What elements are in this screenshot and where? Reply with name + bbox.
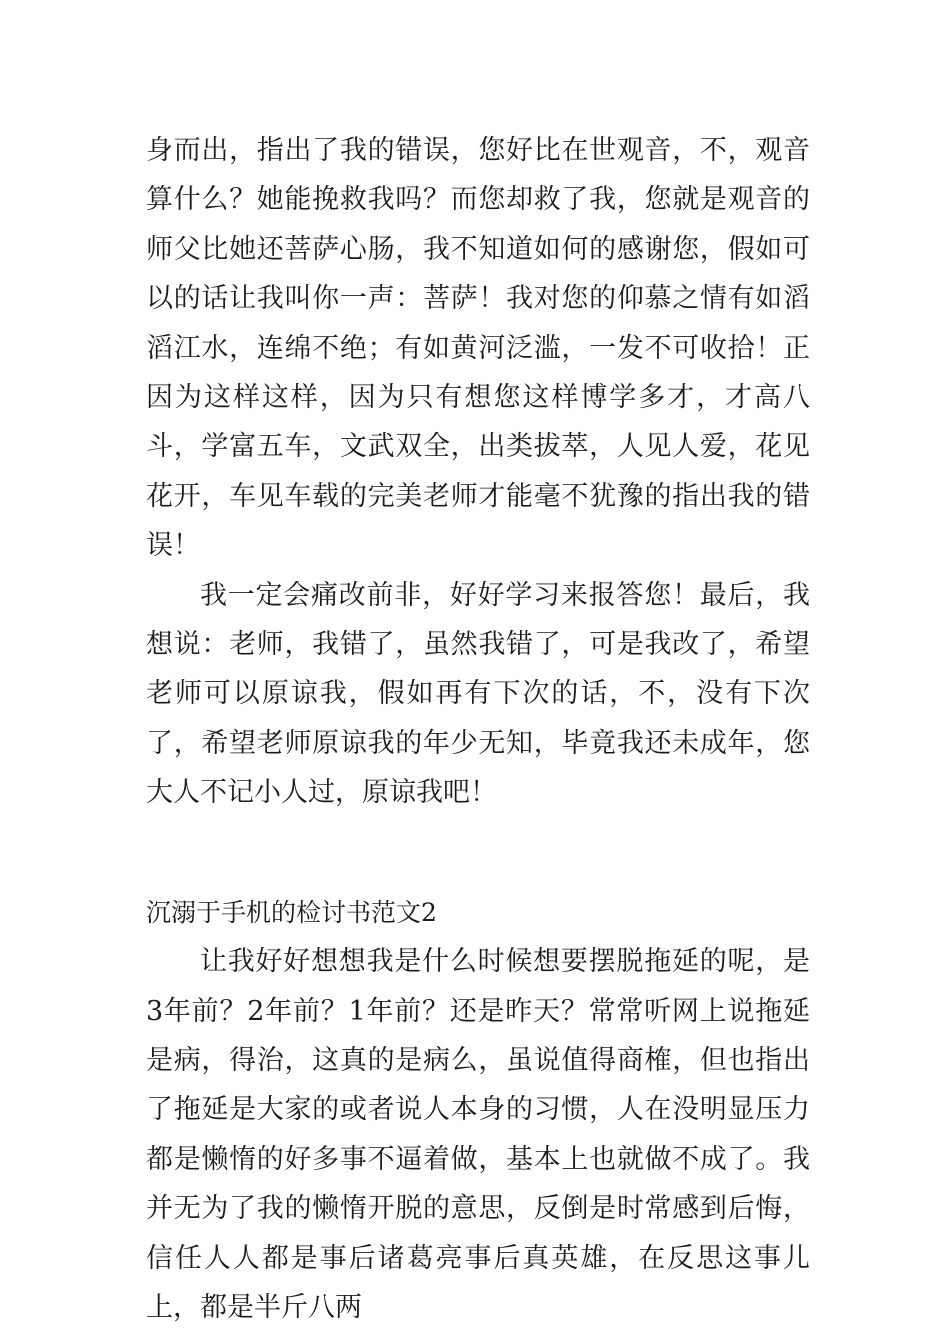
document-body (146, 126, 810, 1332)
paragraph-procrastination: 让我好好想想我是什么时候想要摆脱拖延的呢，是3年前？2年前？1年前？还是昨天？常常听网上说拖延是病，得治，这真的是病么，虽说值得商榷，但也指出了拖延是大家的或者说人本身的习惯，人在没明显压力都是懒惰的好多事不逼着做，基本上也就做不成了。我并无为了我的懒惰开脱的意思，反倒是时常感到后悔，信任人人都是事后诸葛亮事后真英雄，在反思这事儿上，都是半斤八两 (146, 946, 810, 1323)
paragraph-continuation: 身而出，指出了我的错误，您好比在世观音，不，观音算什么？她能挽救我吗？而您却救了我，您就是观音的师父比她还菩萨心肠，我不知道如何的感谢您，假如可以的话让我叫你一声：菩萨！我对您的仰慕之情有如滔滔江水，连绵不绝；有如黄河泛滥，一发不可收拾！正因为这样这样，因为只有想您这样博学多才，才高八斗，学富五车，文武双全，出类拔萃，人见人爱，花见花开，车见车载的完美老师才能毫不犹豫的指出我的错误！ (146, 135, 810, 562)
paragraph-apology: 我一定会痛改前非，好好学习来报答您！最后，我想说：老师，我错了，虽然我错了，可是我改了，希望老师可以原谅我，假如再有下次的话，不，没有下次了，希望老师原谅我的年少无知，毕竟我还未成年，您大人不记小人过，原谅我吧！ (146, 579, 810, 809)
section-heading: 沉溺于手机的检讨书范文2 (146, 897, 437, 927)
